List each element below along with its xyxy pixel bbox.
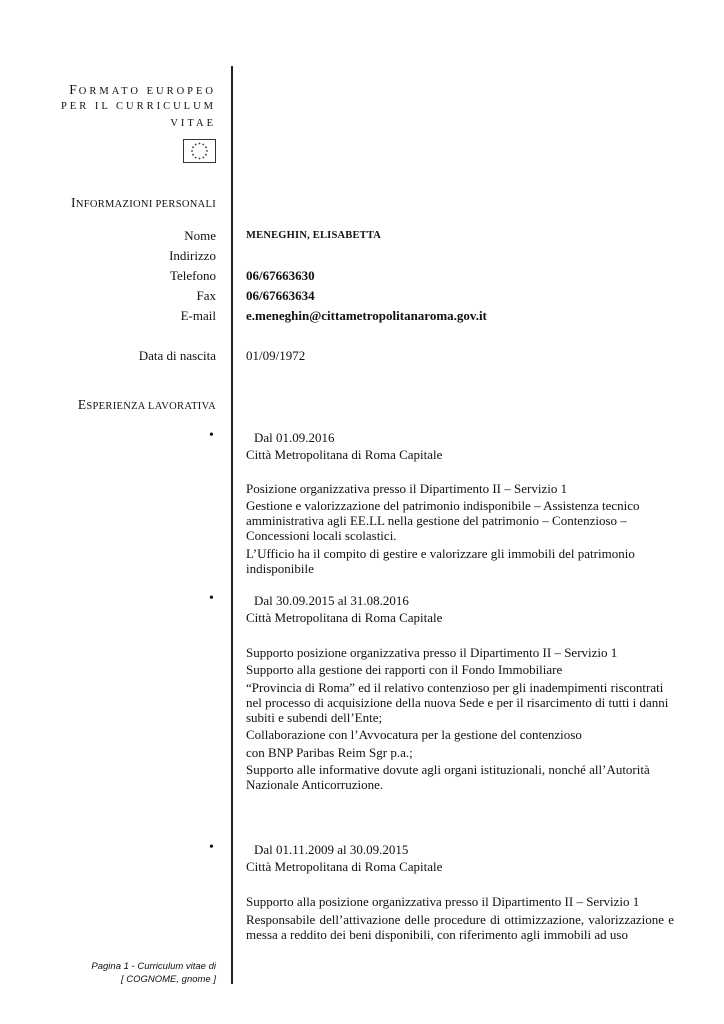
entry-1-employer: Città Metropolitana di Roma Capitale — [246, 447, 443, 462]
entry-2-employer: Città Metropolitana di Roma Capitale — [246, 610, 443, 625]
footer-line-2: [ COGNOME, gnome ] — [120, 974, 216, 985]
value-birthdate: 01/09/1972 — [246, 348, 306, 363]
label-nome: Nome — [184, 228, 216, 243]
entry-3-line-2: Responsabile dell’attivazione delle procedure di ottimizzazione, valorizzazione e messa a reddito dei beni disponibili, con riferimento agli immobili ad uso — [246, 912, 674, 942]
label-email: E-mail — [180, 308, 216, 323]
entry-1-line-3: L’Ufficio ha il compito di gestire e valorizzare gli immobili del patrimonio indisponibile — [246, 546, 635, 576]
entry-2-line-5: con BNP Paribas Reim Sgr p.a.; — [246, 745, 413, 760]
footer-line-1: Pagina 1 - Curriculum vitae di — [91, 961, 216, 972]
cv-title-line1: FORMATO EUROPEO — [69, 82, 216, 97]
entry-2-line-3: “Provincia di Roma” ed il relativo contenzioso per gli inadempimenti riscontrati nel processo di acquisizione della nuova Sede e per il risarcimento di tutti i danni subiti e subendi dell’Ente; — [246, 680, 669, 725]
bullet-entry-1: • — [209, 428, 214, 443]
entry-1-period: Dal 01.09.2016 — [254, 430, 335, 445]
entry-3-line-1: Supporto alla posizione organizzativa presso il Dipartimento II – Servizio 1 — [246, 894, 640, 909]
entry-3-period: Dal 01.11.2009 al 30.09.2015 — [254, 842, 409, 857]
cv-title-line3: VITAE — [170, 118, 216, 129]
entry-3-employer: Città Metropolitana di Roma Capitale — [246, 859, 443, 874]
entry-2-line-1: Supporto posizione organizzativa presso il Dipartimento II – Servizio 1 — [246, 645, 618, 660]
label-indirizzo: Indirizzo — [169, 248, 216, 263]
value-email[interactable]: e.meneghin@cittametropolitanaroma.gov.it — [246, 308, 487, 323]
label-telefono: Telefono — [169, 268, 216, 283]
bullet-entry-2: • — [209, 591, 214, 606]
eu-flag-icon — [183, 139, 216, 163]
section-work-experience: ESPERIENZA LAVORATIVA — [77, 397, 216, 412]
label-birthdate: Data di nascita — [138, 348, 216, 363]
label-fax: Fax — [196, 288, 216, 303]
entry-1-line-2: Gestione e valorizzazione del patrimonio indisponibile – Assistenza tecnico amministrativa agli EE.LL nella gestione del patrimonio – Contenzioso – Concessioni locali scolastici. — [246, 498, 640, 543]
entry-2-line-2: Supporto alla gestione dei rapporti con il Fondo Immobiliare — [246, 662, 563, 677]
bullet-entry-3: • — [209, 840, 214, 855]
value-fax: 06/67663634 — [246, 288, 315, 303]
value-telefono: 06/67663630 — [246, 268, 315, 283]
section-personal-info: INFORMAZIONI PERSONALI — [71, 195, 216, 210]
entry-2-line-4: Collaborazione con l’Avvocatura per la gestione del contenzioso — [246, 727, 582, 742]
entry-1-line-1: Posizione organizzativa presso il Dipartimento II – Servizio 1 — [246, 481, 568, 496]
entry-2-period: Dal 30.09.2015 al 31.08.2016 — [254, 593, 409, 608]
page-footer — [91, 960, 216, 986]
cv-title-line2: PER IL CURRICULUM — [60, 101, 216, 112]
entry-2-line-6: Supporto alle informative dovute agli organi istituzionali, nonché all’Autorità Nazionale Anticorruzione. — [246, 762, 650, 792]
value-nome: MENEGHIN, ELISABETTA — [246, 230, 382, 241]
vertical-divider — [231, 66, 233, 984]
